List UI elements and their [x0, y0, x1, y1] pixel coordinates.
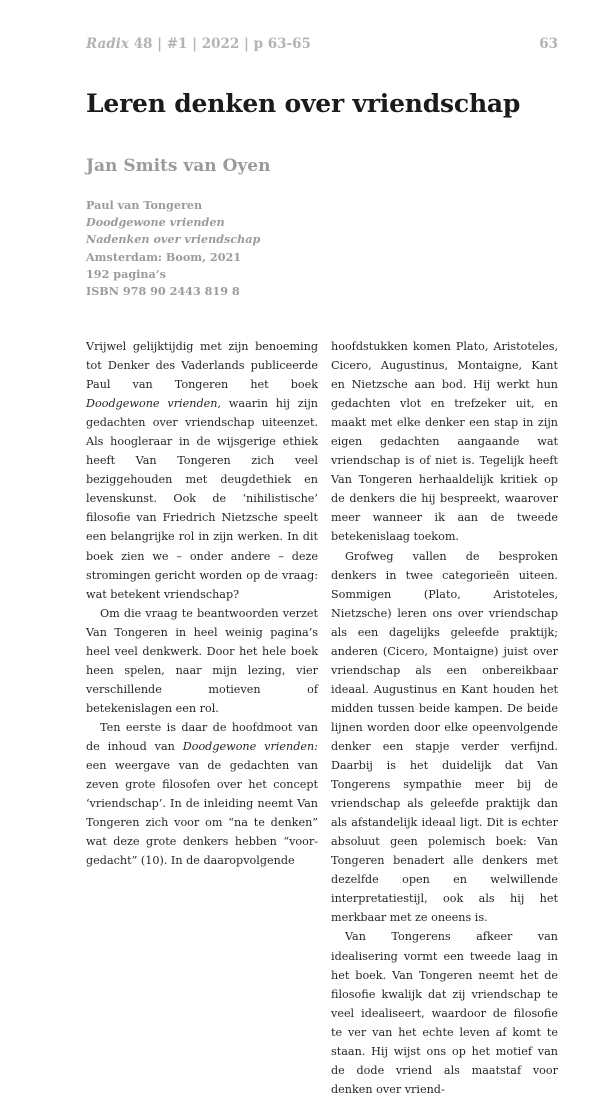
book-title: Doodgewone vrienden: [86, 215, 225, 230]
book-author: Paul van Tongeren: [86, 198, 203, 212]
paragraph-5: Van Tongerens afkeer van idealisering vormt een tweede laag in het boek. Van Tongeren neemt het de filosofie kwalijk dat zij vriendschap te veel idealiseert, waardoor de filosofie te ver van het echte leven af komt te staan. Hij wijst ons op het motief van de dode vriend als maatstaf voor denken over vriend-: [331, 930, 558, 1096]
paragraph-1: [86, 337, 318, 604]
book-details: [86, 197, 386, 300]
article-title: Leren denken over vriendschap: [86, 89, 521, 118]
book-pages: 192 pagina’s: [86, 266, 166, 281]
paragraph-1-text-b: , waarin hij zijn gedachten over vriendschap uiteenzet. Als hoogleraar in de wijsgerige ethiek heeft Van Tongeren zich veel beziggehouden met deugdethiek en levenskunst. Ook de ‘nihilistische’ filosofie van Friedrich Nietzsche speelt een belangrijke rol in zijn werken. In dit boek zien we – onder andere – deze stromingen gericht worden op de vraag: wat betekent vriendschap?: [86, 397, 318, 601]
paragraph-4: Grofweg vallen de besproken denkers in twee categorieën uiteen. Sommigen (Plato, Aristoteles, Nietzsche) leren ons over vriendschap als een dagelijks geleefde praktijk; anderen (Cicero, Montaigne) juist over vriendschap als een onbereikbaar ideaal. Augustinus en Kant houden het midden tussen beide kampen. De beide lijnen worden door elke opeenvolgende denker een stapje verder verfijnd. Daarbij is het duidelijk dat Van Tongerens sympathie meer bij de vriendschap als geleefde praktijk dan als afstandelijk ideaal ligt. Dit is echter absoluut geen polemisch boek: Van Tongeren benadert alle denkers met dezelfde open en welwillende interpretatiestijl, ook als hij het merkbaar met ze oneens is.: [331, 549, 558, 925]
article-author: Jan Smits van Oyen: [86, 156, 271, 176]
book-title-reference: Doodgewone vrienden: [86, 397, 218, 411]
book-title-reference-2: Doodgewone vrienden:: [182, 739, 318, 753]
paragraph-3: [86, 718, 318, 870]
running-header: [86, 36, 558, 56]
paragraph-3-text-a: Ten eerste is daar de hoofdmoot van de inhoud van: [86, 720, 318, 753]
journal-citation: [86, 36, 311, 52]
book-isbn: ISBN 978 90 2443 819 8: [86, 284, 240, 299]
page-number: 63: [539, 36, 558, 52]
journal-name: Radix: [86, 36, 129, 52]
text-column-right: [331, 337, 558, 1099]
issue-info: 48 | #1 | 2022 | p 63-65: [128, 36, 311, 52]
book-publisher: Amsterdam: Boom, 2021: [86, 249, 242, 264]
book-subtitle: Nadenken over vriendschap: [86, 232, 261, 247]
paragraph-3-text-b: een weergave van de gedachten van zeven grote filosofen over het concept ‘vriendschap’. In de inleiding neemt Van Tongeren zich voor om “na te denken” wat deze grote denkers hebben “voor-gedacht” (10). In de daaropvolgende: [86, 759, 318, 868]
paragraph-2: Om die vraag te beantwoorden verzet Van Tongeren in heel weinig pagina’s heel veel denkwerk. Door het hele boek heen spelen, naar mijn lezing, vier verschillende motieven of betekenislagen een rol.: [86, 606, 318, 715]
paragraph-1-text-a: Vrijwel gelijktijdig met zijn benoeming tot Denker des Vaderlands publiceerde Paul van Tongeren het boek: [86, 340, 318, 392]
paragraph-3-continued: hoofdstukken komen Plato, Aristoteles, Cicero, Augustinus, Montaigne, Kant en Nietzsche aan bod. Hij werkt hun gedachten vlot en trefzeker uit, en maakt met elke denker een stap in zijn eigen gedachten aangaande wat vriendschap is of niet is. Tegelijk heeft Van Tongeren herhaaldelijk kritiek op de denkers die hij bespreekt, waarover meer wanneer ik aan de tweede betekenislaag toekom.: [331, 340, 558, 544]
text-column-left: [86, 337, 318, 870]
